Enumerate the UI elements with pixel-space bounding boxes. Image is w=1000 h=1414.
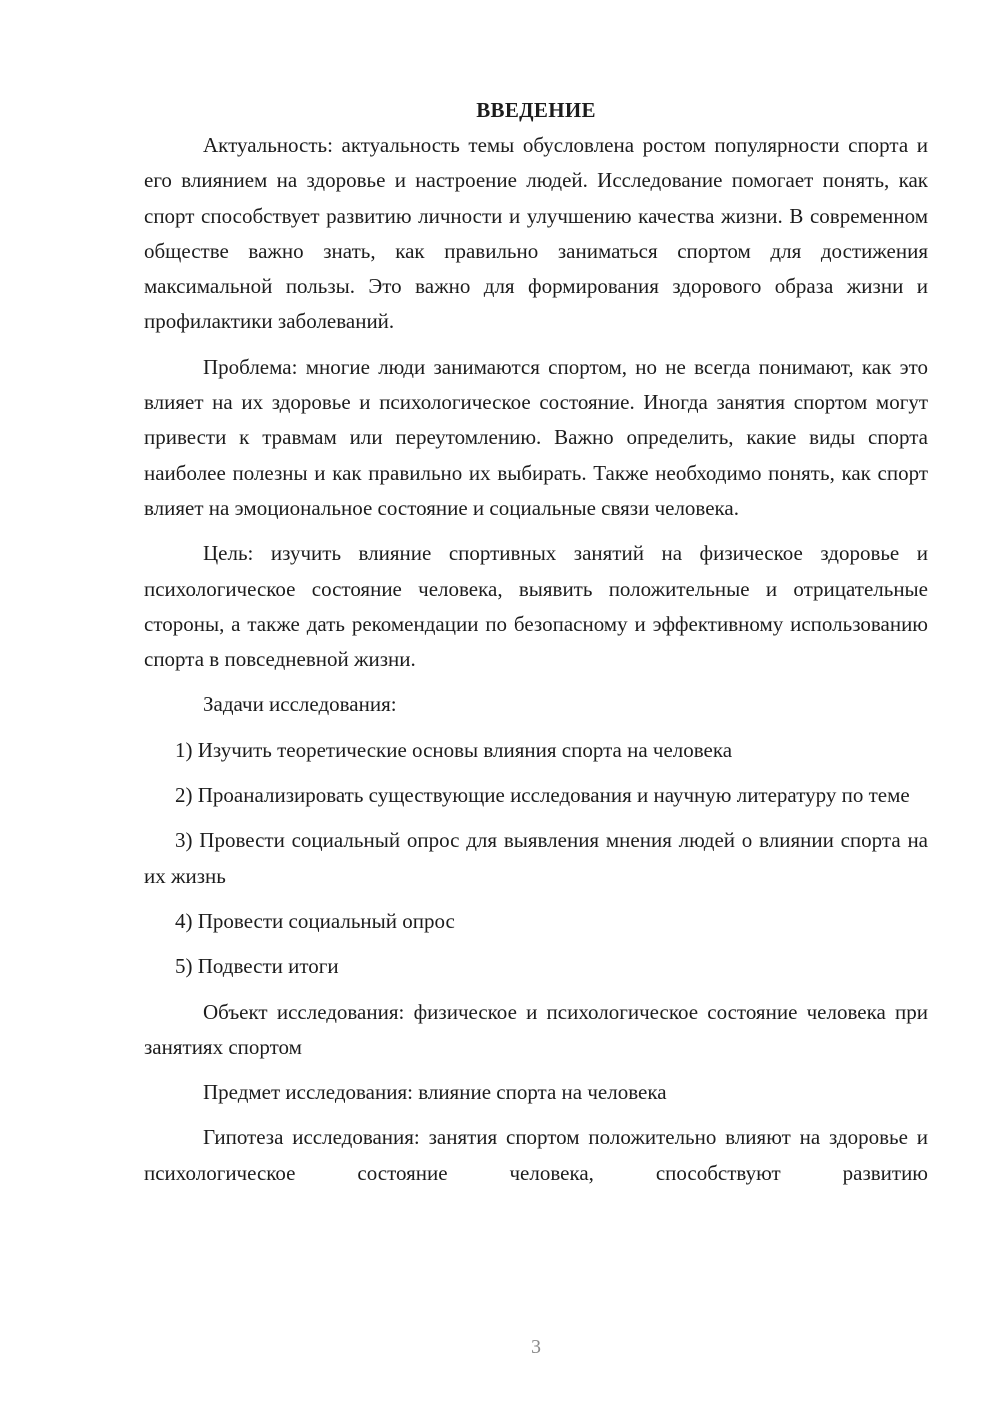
paragraph-object: Объект исследования: физическое и психологическое состояние человека при занятиях спортом bbox=[144, 999, 928, 1059]
page-title: ВВЕДЕНИЕ bbox=[476, 98, 596, 122]
task-item-5: 5) Подвести итоги bbox=[175, 954, 339, 979]
tasks-heading: Задачи исследования: bbox=[203, 692, 397, 717]
task-item-2: 2) Проанализировать существующие исследования и научную литературу по теме bbox=[175, 783, 910, 808]
task-item-4: 4) Провести социальный опрос bbox=[175, 908, 455, 933]
paragraph-problem: Проблема: многие люди занимаются спортом, но не всегда понимают, как это влияет на их здоровье и психологическое состояние. Иногда занятия спортом могут привести к травмам или переутомлению. Важно определить, какие виды спорта наиболее полезны и как правильно их выбирать. Также необходимо понять, как спорт влияет на эмоциональное состояние и социальные связи человека. bbox=[144, 354, 928, 520]
page-number: 3 bbox=[531, 1336, 541, 1358]
paragraph-relevance: Актуальность: актуальность темы обусловлена ростом популярности спорта и его влиянием на здоровье и настроение людей. Исследование помогает понять, как спорт способствует развитию личности и улучшению качества жизни. В современном обществе важно знать, как правильно заниматься спортом для достижения максимальной пользы. Это важно для формирования здорового образа жизни и профилактики заболеваний. bbox=[144, 133, 928, 334]
task-item-3: 3) Провести социальный опрос для выявления мнения людей о влиянии спорта на их жизнь bbox=[144, 828, 928, 888]
task-item-1: 1) Изучить теоретические основы влияния спорта на человека bbox=[175, 737, 733, 762]
paragraph-subject: Предмет исследования: влияние спорта на человека bbox=[203, 1080, 667, 1105]
document-page bbox=[144, 95, 928, 1201]
paragraph-hypothesis: Гипотеза исследования: занятия спортом положительно влияют на здоровье и психологическое состояние человека, способствуют развитию bbox=[144, 1125, 928, 1185]
paragraph-goal: Цель: изучить влияние спортивных занятий на физическое здоровье и психологическое состояние человека, выявить положительные и отрицательные стороны, а также дать рекомендации по безопасному и эффективному использованию спорта в повседневной жизни. bbox=[144, 541, 928, 672]
